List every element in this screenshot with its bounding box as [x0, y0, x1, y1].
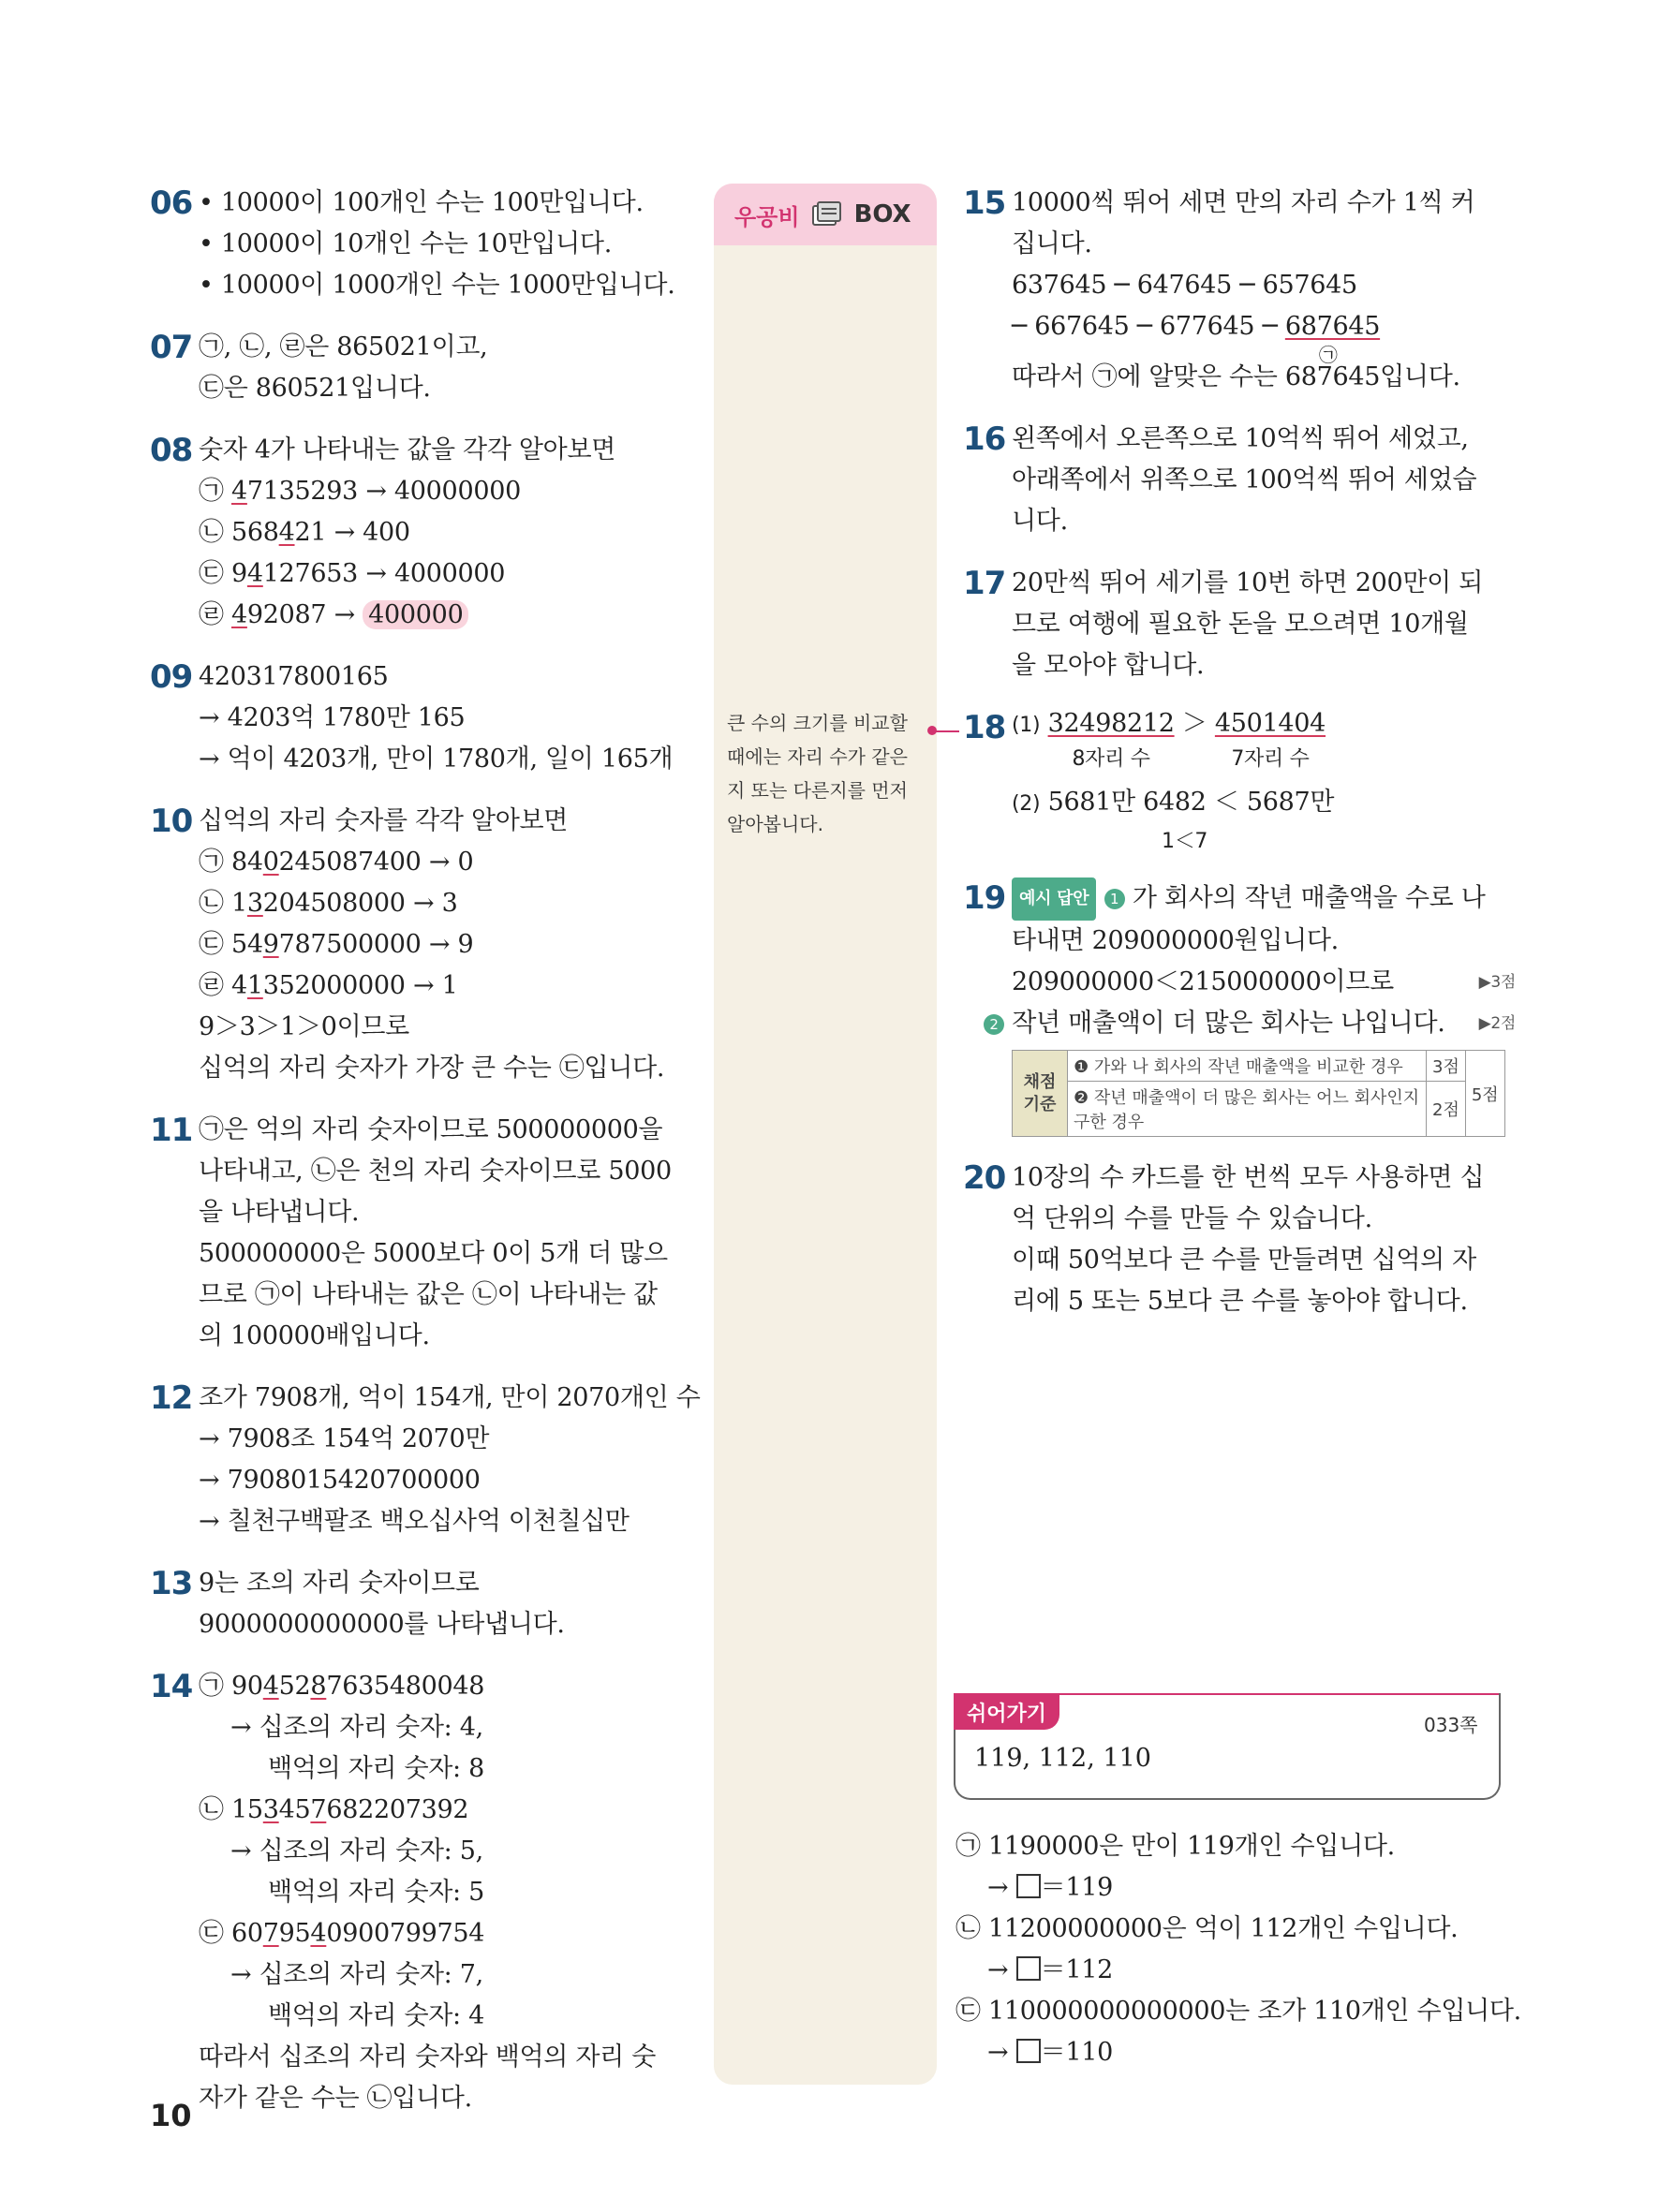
text-line: 백억의 자리 숫자: 5 [268, 1878, 484, 1907]
text-line: 9는 조의 자리 숫자이므로 [199, 1569, 480, 1598]
result-line: → ＝110 [987, 2038, 1113, 2067]
scoring-table [1012, 1050, 1505, 1137]
page-number: 10 [150, 2098, 192, 2133]
question-number: 07 [150, 329, 193, 366]
answer-12 [150, 1378, 703, 1542]
text-line: ㉠, ㉡, ㉣은 865021이고, [199, 332, 488, 361]
text-line: → 4203억 1780만 165 [199, 703, 466, 732]
note-pointer-line [931, 730, 959, 732]
text-line: 백억의 자리 숫자: 8 [268, 1754, 484, 1783]
question-number: 18 [963, 709, 1006, 746]
text-line: 므로 여행에 필요한 돈을 모으려면 10개월 [1012, 610, 1469, 639]
blank-box-icon [1016, 1874, 1041, 1898]
answer-15 [963, 183, 1516, 398]
question-number: 06 [150, 184, 193, 222]
side-note-line: 때에는 자리 수가 같은 [727, 745, 908, 768]
example-answer-tag: 예시 답안 [1012, 877, 1096, 921]
answer-14 [150, 1666, 703, 2119]
text-line: 예시 답안 1 가 회사의 작년 매출액을 수로 나 [1012, 877, 1516, 921]
digit-row: ㉢ 94127653 → 4000000 [199, 559, 506, 588]
blank-box-icon [1016, 1956, 1041, 1981]
digit-row: ㉣ 41352000000 → 1 [199, 971, 458, 1000]
text-line: → 십조의 자리 숫자: 5, [230, 1836, 483, 1865]
text-line: 백억의 자리 숫자: 4 [268, 2001, 484, 2030]
digit-row: ㉡ 153457682207392 [199, 1795, 469, 1824]
box-label: BOX [853, 200, 911, 229]
break-answer: 119, 112, 110 [974, 1744, 1151, 1773]
answer-20 [963, 1158, 1516, 1322]
scoring-total: 5점 [1465, 1051, 1504, 1137]
scoring-row: ❷ 작년 매출액이 더 많은 회사는 어느 회사인지 구한 경우 [1068, 1082, 1427, 1137]
question-number: 17 [963, 565, 1006, 602]
text-line: 209000000＜215000000이므로 ▶3점 [1012, 962, 1516, 1003]
left-column [150, 183, 703, 2140]
text-line: 니다. [1012, 507, 1068, 536]
text-line: ㉡ 11200000000은 억이 112개인 수입니다. [955, 1914, 1459, 1943]
digit-row: ㉡ 568421 → 400 [199, 518, 410, 547]
text-line: → 칠천구백팔조 백오십사억 이천칠십만 [199, 1507, 630, 1536]
text-line: • 10000이 100개인 수는 100만입니다. [199, 188, 644, 217]
question-number: 19 [963, 879, 1006, 917]
text-line: ㉢은 860521입니다. [199, 374, 431, 403]
score-tag: ▶3점 [1478, 973, 1516, 992]
text-line: 나타내고, ㉡은 천의 자리 숫자이므로 5000 [199, 1157, 672, 1186]
text-line: ㉢ 110000000000000는 조가 110개인 수입니다. [955, 1997, 1521, 2026]
question-number: 20 [963, 1159, 1006, 1197]
question-number: 08 [150, 432, 193, 469]
digit-row: ㉠ 9045287635480048 [199, 1672, 485, 1701]
answer-18 [963, 707, 1516, 857]
step-number: 1 [1104, 889, 1125, 909]
answer-10 [150, 801, 703, 1089]
step-number: 2 [984, 1014, 1004, 1035]
highlighted-answer: 400000 [363, 600, 468, 629]
text-line: → 십조의 자리 숫자: 4, [230, 1713, 483, 1742]
right-column [963, 183, 1516, 1343]
question-number: 16 [963, 420, 1006, 458]
question-number: 15 [963, 184, 1006, 222]
text-line: • 10000이 1000개인 수는 1000만입니다. [199, 271, 675, 300]
text-line: 조가 7908개, 억이 154개, 만이 2070개인 수 [199, 1383, 701, 1412]
digit-row: ㉠ 840245087400 → 0 [199, 848, 474, 877]
sequence-line: ─ 667645 ─ 677645 ─ 687645 ㉠ [1012, 306, 1516, 347]
break-explanations [955, 1826, 1521, 2073]
answer-07 [150, 327, 703, 409]
answer-11 [150, 1110, 703, 1357]
answer-16 [963, 419, 1516, 542]
question-number: 13 [150, 1565, 193, 1602]
result-line: → ＝119 [987, 1873, 1113, 1902]
text-line: 을 모아야 합니다. [1012, 651, 1205, 680]
text-line: 2 작년 매출액이 더 많은 회사는 나입니다. ▶2점 [984, 1003, 1516, 1044]
side-note-line: 지 또는 다른지를 먼저 [727, 779, 908, 802]
text-line: 의 100000배입니다. [199, 1321, 430, 1350]
box-header [714, 184, 937, 245]
text-line: 을 나타냅니다. [199, 1198, 360, 1227]
text-line: 10000씩 뛰어 세면 만의 자리 수가 1씩 커 [1012, 188, 1475, 217]
question-number: 11 [150, 1112, 193, 1149]
text-line: • 10000이 10개인 수는 10만입니다. [199, 229, 612, 258]
text-line: ㉠은 억의 자리 숫자이므로 500000000을 [199, 1115, 663, 1144]
score-tag: ▶2점 [1478, 1014, 1516, 1033]
side-note [727, 706, 933, 841]
answer-09 [150, 656, 703, 780]
blank-box-icon [1016, 2039, 1041, 2063]
text-line: 십억의 자리 숫자를 각각 알아보면 [199, 806, 569, 835]
text-line: 500000000은 5000보다 0이 5개 더 많으 [199, 1239, 668, 1268]
side-note-line: 큰 수의 크기를 비교할 [727, 712, 908, 734]
side-note-line: 알아봅니다. [727, 813, 823, 835]
answer-08 [150, 430, 703, 636]
question-number: 12 [150, 1379, 193, 1417]
text-line: 자가 같은 수는 ㉡입니다. [199, 2084, 472, 2113]
comparison-2-note: 1＜7 [1162, 830, 1208, 853]
break-page-ref: 033쪽 [1424, 1714, 1478, 1736]
target-mark: ㉠ [1318, 344, 1338, 366]
text-line: 20만씩 뛰어 세기를 10번 하면 200만이 되 [1012, 568, 1484, 597]
text-line: 므로 ㉠이 나타내는 값은 ㉡이 나타내는 값 [199, 1280, 658, 1309]
digit-row: ㉢ 6079540900799754 [199, 1919, 485, 1948]
box-title: 우공비 [734, 203, 800, 230]
scoring-row: ❶ 가와 나 회사의 작년 매출액을 비교한 경우 [1068, 1051, 1427, 1082]
box-column [714, 184, 937, 2085]
answer-19 [963, 877, 1516, 1137]
text-line: 아래쪽에서 위쪽으로 100억씩 뛰어 세었습 [1012, 465, 1477, 494]
text-line: → 억이 4203개, 만이 1780개, 일이 165개 [199, 745, 674, 774]
answer-13 [150, 1563, 703, 1645]
digit-row: ㉣ 492087 → 400000 [199, 595, 703, 636]
answer-06 [150, 183, 703, 306]
text-line: 따라서 십조의 자리 숫자와 백억의 자리 숫 [199, 2042, 656, 2072]
question-number: 10 [150, 803, 193, 840]
text-line: 숫자 4가 나타내는 값을 각각 알아보면 [199, 435, 616, 465]
break-tag: 쉬어가기 [954, 1695, 1059, 1730]
text-line: 타내면 209000000원입니다. [1012, 926, 1339, 955]
scoring-points: 3점 [1427, 1051, 1466, 1082]
text-line: 따라서 ㉠에 알맞은 수는 687645입니다. [1012, 362, 1460, 391]
question-number: 09 [150, 658, 193, 696]
text-line: ㉠ 1190000은 만이 119개인 수입니다. [955, 1832, 1395, 1861]
text-line: 10장의 수 카드를 한 번씩 모두 사용하면 십 [1012, 1163, 1485, 1192]
target-number: 687645 [1284, 312, 1381, 341]
text-line: 십억의 자리 숫자가 가장 큰 수는 ㉢입니다. [199, 1054, 665, 1083]
folder-box-icon [811, 200, 843, 229]
text-line: 9＞3＞1＞0이므로 [199, 1012, 409, 1041]
text-line: → 7908조 154억 2070만 [199, 1424, 490, 1453]
question-number: 14 [150, 1668, 193, 1705]
text-line: 억 단위의 수를 만들 수 있습니다. [1012, 1204, 1372, 1233]
digit-row: ㉠ 47135293 → 40000000 [199, 477, 521, 506]
text-line: 420317800165 [199, 662, 389, 691]
digit-row: ㉢ 549787500000 → 9 [199, 930, 474, 959]
text-line: 집니다. [1012, 229, 1092, 258]
scoring-points: 2점 [1427, 1082, 1466, 1137]
text-line: → 십조의 자리 숫자: 7, [230, 1960, 483, 1989]
text-line: 이때 50억보다 큰 수를 만들려면 십억의 자 [1012, 1246, 1476, 1275]
comparison-1: (1) 32498212 8자리 수 ＞ 4501404 7자리 수 [1012, 709, 1326, 771]
text-line: → 7908015420700000 [199, 1466, 481, 1495]
text-line: 리에 5 또는 5보다 큰 수를 놓아야 합니다. [1012, 1287, 1468, 1316]
answer-17 [963, 563, 1516, 686]
comparison-2: (2) 5681만 6482 ＜ 5687만 [1012, 788, 1335, 817]
digit-row: ㉡ 13204508000 → 3 [199, 889, 458, 918]
text-line: 왼쪽에서 오른쪽으로 10억씩 뛰어 세었고, [1012, 424, 1469, 453]
result-line: → ＝112 [987, 1955, 1113, 1984]
scoring-head: 채점 기준 [1013, 1051, 1068, 1137]
text-line: 9000000000000를 나타냅니다. [199, 1610, 565, 1639]
text-line: 637645 ─ 647645 ─ 657645 [1012, 271, 1357, 300]
